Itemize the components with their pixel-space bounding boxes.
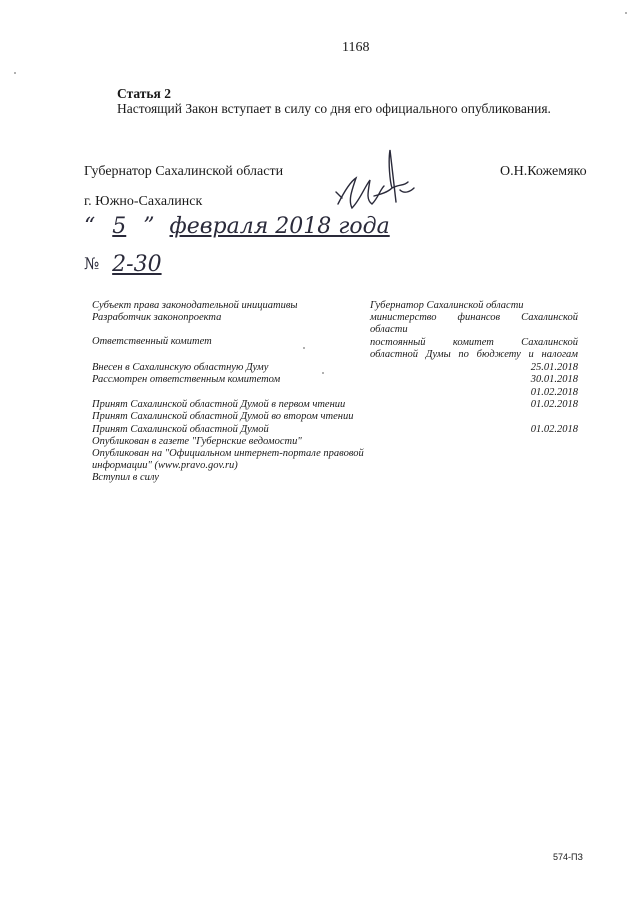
page-number: 1168 (342, 40, 370, 55)
scan-speck (14, 72, 16, 74)
adopted-date: 01.02.2018 (530, 424, 578, 435)
initiator-label: Субъект права законодательной инициативы (92, 300, 298, 311)
committee-label: Ответственный комитет (92, 336, 212, 347)
governor-title: Губернатор Сахалинской области (84, 164, 284, 179)
published-portal-label-line1: Опубликован на "Официальном интернет-портале правовой (92, 448, 364, 459)
footer-code: 574-ПЗ (553, 852, 583, 862)
committee-value-line2: областной Думы по бюджету и налогам (370, 349, 578, 360)
committee-value-line1: постоянный комитет Сахалинской (370, 337, 578, 348)
date-quote-close: ” (143, 214, 155, 239)
first-reading-label: Принят Сахалинской областной Думой в первом чтении (92, 399, 346, 410)
submitted-date: 25.01.2018 (530, 362, 578, 373)
governor-signature (330, 142, 420, 222)
city-name: г. Южно-Сахалинск (84, 194, 203, 209)
reviewed-date-2: 01.02.2018 (530, 387, 578, 398)
submitted-label: Внесен в Сахалинскую областную Думу (92, 362, 269, 373)
adopted-label: Принят Сахалинской областной Думой (92, 424, 269, 435)
date-quote-open: “ (84, 214, 96, 239)
developer-label: Разработчик законопроекта (92, 312, 222, 323)
developer-value-line1: министерство финансов Сахалинской (370, 312, 578, 323)
date-month-year: февраля 2018 года (169, 214, 390, 239)
date-day: 5 (112, 214, 127, 239)
initiator-value: Губернатор Сахалинской области (370, 300, 524, 311)
published-portal-label-line2: информации" (www.pravo.gov.ru) (92, 460, 238, 471)
article-text: Настоящий Закон вступает в силу со дня его официального опубликования. (117, 101, 551, 116)
reviewed-label: Рассмотрен ответственным комитетом (92, 374, 281, 385)
scan-speck (322, 372, 324, 374)
scan-speck (303, 347, 305, 349)
article-title: Статья 2 (117, 86, 171, 101)
governor-name: О.Н.Кожемяко (500, 164, 587, 179)
signing-date (84, 214, 390, 239)
published-newspaper-label: Опубликован в газете "Губернские ведомости" (92, 436, 302, 447)
developer-value-line2: области (370, 324, 408, 335)
scan-speck (625, 12, 627, 14)
entry-into-force-label: Вступил в силу (92, 472, 159, 483)
reviewed-date-1: 30.01.2018 (530, 374, 578, 385)
first-reading-date: 01.02.2018 (530, 399, 578, 410)
second-reading-label: Принят Сахалинской областной Думой во втором чтении (92, 411, 354, 422)
number-sign: № (84, 254, 100, 273)
law-number-value: 2-30 (112, 252, 162, 277)
law-number (84, 252, 162, 277)
